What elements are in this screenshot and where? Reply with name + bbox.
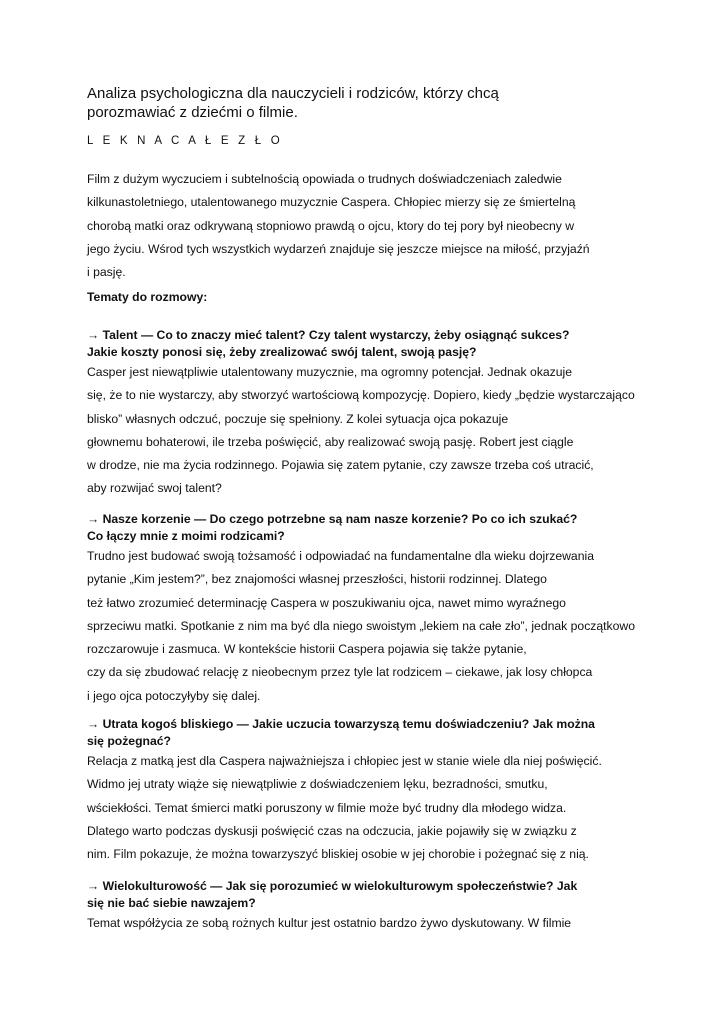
topic-wielokulturowosc	[87, 878, 647, 935]
question-line: Co łączy mnie z moimi rodzicami?	[87, 529, 285, 543]
topic-body	[87, 545, 647, 708]
body-line: Trudno jest budować swoją tożsamość i odpowiadać na fundamentalne dla wieku dojrzewania	[87, 549, 594, 563]
question-line: → Wielokulturowość — Jak się porozumieć w wielokulturowym społeczeństwie? Jak	[87, 879, 578, 893]
body-line: wściekłości. Temat śmierci matki poruszony w filmie może być trudny dla młodego widza.	[87, 800, 567, 815]
topic-body	[87, 750, 647, 866]
body-line: w drodze, nie ma życia rodzinnego. Pojawia się zatem pytanie, czy zawsze trzeba coś utracić,	[87, 458, 594, 473]
question-line: → Utrata kogoś bliskiego — Jakie uczucia towarzyszą temu doświadczeniu? Jak można	[87, 717, 595, 731]
topic-question	[87, 327, 647, 361]
topic-nasze-korzenie	[87, 511, 647, 708]
intro-paragraph	[87, 168, 597, 284]
body-line: się, że to nie wystarczy, aby stworzyć wartościową kompozycję. Dopiero, kiedy „będzie wystarczająco	[87, 388, 635, 403]
body-line: czy da się zbudować relację z nieobecnym przez tyle lat rodzicem – ciekawe, jak losy chłopca	[87, 665, 593, 680]
body-line: Dlatego warto podczas dyskusji poświęcić czas na odczucia, jakie pojawiły się w związku z	[87, 823, 577, 838]
question-line: → Nasze korzenie — Do czego potrzebne są nam nasze korzenie? Po co ich szukać?	[87, 512, 578, 526]
topics-heading: Tematy do rozmowy:	[87, 290, 208, 304]
body-line: Casper jest niewątpliwie utalentowany muzycznie, ma ogromny potencjał. Jednak okazuje	[87, 365, 573, 379]
body-line: blisko” własnych odczuć, poczuje się spełniony. Z kolei sytuacja ojca pokazuje	[87, 411, 509, 426]
question-line: się nie bać siebie nawzajem?	[87, 896, 256, 910]
body-line: Relacja z matką jest dla Caspera najważniejsza i chłopiec jest w stanie wiele dla niej poświęcić.	[87, 754, 602, 768]
intro-line: chorobą matki oraz odkrywaną stopniowo prawdą o ojcu, ktory do tej pory był nieobecny w	[87, 218, 575, 233]
intro-line: jego życiu. Wśrod tych wszystkich wydarzeń znajduje się jeszcze miejsce na miłość, przyjaźń	[87, 241, 590, 256]
body-line: aby rozwijać swoj talent?	[87, 481, 222, 496]
body-line: też łatwo zrozumieć determinację Caspera w poszukiwaniu ojca, nawet mimo wyraźnego	[87, 595, 566, 610]
question-line: Jakie koszty ponosi się, żeby zrealizować swój talent, swoją pasję?	[87, 345, 477, 359]
question-line: → Talent — Co to znaczy mieć talent? Czy talent wystarczy, żeby osiągnąć sukces?	[87, 328, 570, 342]
intro-line: kilkunastoletniego, utalentowanego muzycznie Caspera. Chłopiec mierzy się ze śmiertelną	[87, 195, 576, 210]
body-line: rozczarowuje i zasmuca. W kontekście historii Caspera pojawia się także pytanie,	[87, 642, 527, 657]
body-line: sprzeciwu matki. Spotkanie z nim ma być dla niego swoistym „lekiem na całe zło”, jednak początkowo	[87, 618, 635, 633]
topic-question	[87, 878, 647, 912]
body-line: Widmo jej utraty wiąże się niewątpliwie z doświadczeniem lęku, bezradności, smutku,	[87, 777, 548, 792]
intro-line: Film z dużym wyczuciem i subtelnością opowiada o trudnych doświadczeniach zaledwie	[87, 172, 562, 186]
body-line: i jego ojca potoczyłyby się dalej.	[87, 688, 261, 703]
document-title: Analiza psychologiczna dla nauczycieli i rodziców, którzy chcą porozmawiać z dziećmi o filmie.	[87, 85, 499, 121]
body-line: Temat współżycia ze sobą rożnych kultur jest ostatnio bardzo żywo dyskutowany. W filmie	[87, 916, 572, 930]
body-line: nim. Film pokazuje, że można towarzyszyć bliskiej osobie w jej chorobie i pożegnać się z nią.	[87, 847, 589, 862]
topic-utrata-kogos-bliskiego	[87, 716, 647, 866]
question-line: się pożegnać?	[87, 734, 171, 748]
film-title: L E K N A C A Ł E Z Ł O	[87, 135, 283, 147]
body-line: pytanie „Kim jestem?”, bez znajomości własnej przeszłości, historii rodzinnej. Dlatego	[87, 572, 547, 587]
topic-question	[87, 511, 647, 545]
topic-body	[87, 361, 647, 501]
topic-body	[87, 912, 647, 935]
topic-question	[87, 716, 647, 750]
body-line: głownemu bohaterowi, ile trzeba poświęcić, aby realizować swoją pasję. Robert jest ciągle	[87, 434, 574, 449]
intro-line: i pasję.	[87, 265, 126, 280]
topic-talent	[87, 327, 647, 501]
